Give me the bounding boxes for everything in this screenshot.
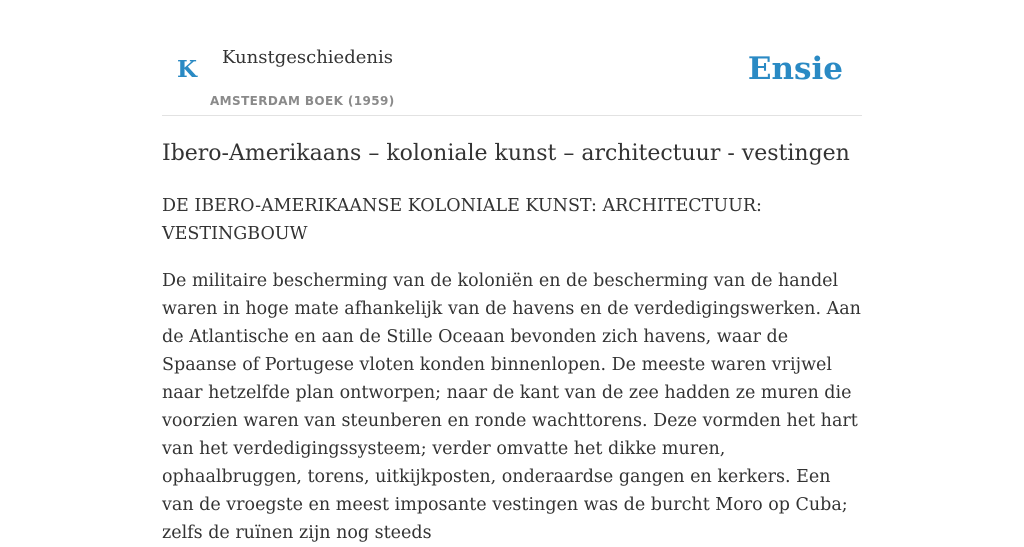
category-logo-icon[interactable]: K <box>177 56 197 83</box>
category-link[interactable]: Kunstgeschiedenis <box>222 47 393 68</box>
source-label[interactable]: AMSTERDAM BOEK (1959) <box>210 94 395 108</box>
site-header <box>162 0 862 116</box>
ensie-logo[interactable]: Ensie <box>747 51 843 87</box>
section-heading: DE IBERO-AMERIKAANSE KOLONIALE KUNST: ARCHITECTUUR: VESTINGBOUW <box>162 196 762 244</box>
article-title: Ibero-Amerikaans – koloniale kunst – architectuur - vestingen <box>162 141 850 166</box>
article-body: De militaire bescherming van de koloniën en de bescherming van de handel waren in hoge mate afhankelijk van de havens en de verdedigingswerken. Aan de Atlantische en aan de Stille Oceaan bevonden zich havens, waar de Spaanse of Portugese vloten konden binnenlopen. De meeste waren vrijwel naar hetzelfde plan ontworpen; naar de kant van de zee hadden ze muren die voorzien waren van steunberen en ronde wachttorens. Deze vormden het hart van het verdedigingssysteem; verder omvatte het dikke muren, ophaalbruggen, torens, uitkijkposten, onderaardse gangen en kerkers. Een van de vroegste en meest imposante vestingen was de burcht Moro op Cuba; zelfs de ruïnen zijn nog steeds <box>162 271 861 543</box>
